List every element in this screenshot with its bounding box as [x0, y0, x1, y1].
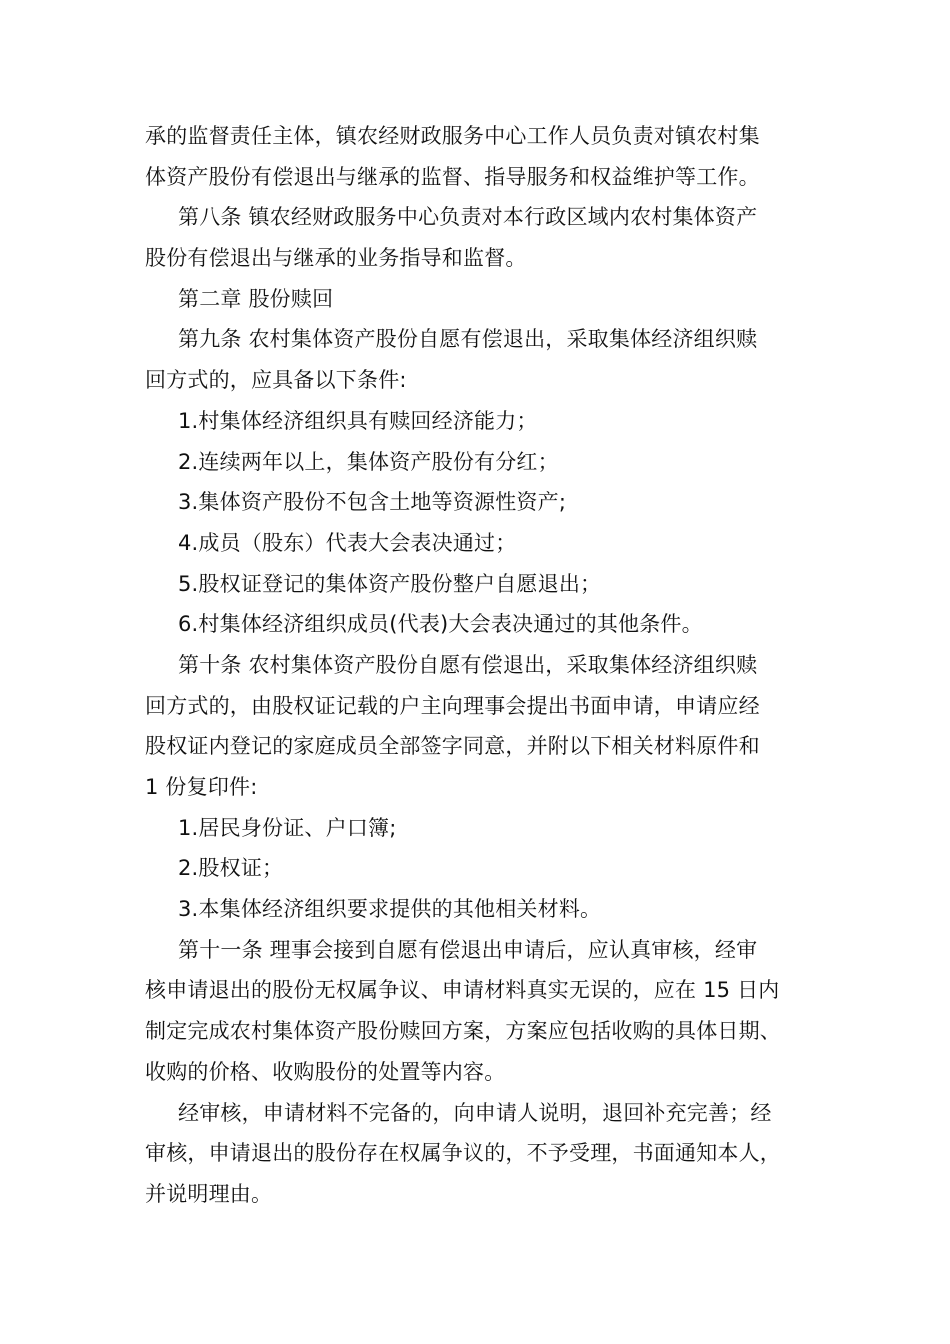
text-line: 股权证内登记的家庭成员全部签字同意，并附以下相关材料原件和 [145, 734, 760, 759]
condition-item-4: 4.成员（股东）代表大会表决通过； [178, 530, 517, 555]
text-line: 1 份复印件: [145, 775, 258, 799]
material-item-3: 3.本集体经济组织要求提供的其他相关材料。 [178, 897, 602, 922]
material-item-2: 2.股权证； [178, 856, 284, 881]
text-line: 制定完成农村集体资产股份赎回方案，方案应包括收购的具体日期、 [145, 1019, 781, 1044]
text-line: 回方式的，应具备以下条件: [145, 368, 407, 393]
text-line: 承的监督责任主体，镇农经财政服务中心工作人员负责对镇农村集 [145, 124, 760, 148]
text-line: 体资产股份有偿退出与继承的监督、指导服务和权益维护等工作。 [145, 164, 760, 189]
condition-item-5: 5.股权证登记的集体资产股份整户自愿退出； [178, 571, 602, 596]
condition-item-1: 1.村集体经济组织具有赎回经济能力； [178, 408, 538, 433]
condition-item-3: 3.集体资产股份不包含土地等资源性资产; [178, 490, 567, 515]
paragraph-line: 经审核，申请材料不完备的，向申请人说明，退回补充完善；经 [178, 1100, 772, 1125]
material-item-1: 1.居民身份证、户口簿; [178, 815, 397, 840]
condition-item-2: 2.连续两年以上，集体资产股份有分红； [178, 449, 559, 474]
text-line: 审核，申请退出的股份存在权属争议的，不予受理，书面通知本人， [145, 1141, 781, 1166]
text-line: 核申请退出的股份无权属争议、申请材料真实无误的，应在 15 日内 [145, 978, 780, 1003]
condition-item-6: 6.村集体经济组织成员(代表)大会表决通过的其他条件。 [178, 612, 703, 637]
document-body [145, 116, 835, 1215]
article-9-line: 第九条 农村集体资产股份自愿有偿退出，采取集体经济组织赎 [178, 327, 758, 352]
article-8-line: 第八条 镇农经财政服务中心负责对本行政区域内农村集体资产 [178, 205, 758, 230]
article-10-line: 第十条 农村集体资产股份自愿有偿退出，采取集体经济组织赎 [178, 652, 758, 677]
text-line: 并说明理由。 [145, 1181, 273, 1206]
article-11-line: 第十一条 理事会接到自愿有偿退出申请后，应认真审核，经审 [178, 937, 758, 962]
text-line: 收购的价格、收购股份的处置等内容。 [145, 1059, 506, 1084]
text-line: 回方式的，由股权证记载的户主向理事会提出书面申请，申请应经 [145, 693, 760, 718]
chapter-heading: 第二章 股份赎回 [178, 286, 334, 311]
text-line: 股份有偿退出与继承的业务指导和监督。 [145, 246, 527, 271]
